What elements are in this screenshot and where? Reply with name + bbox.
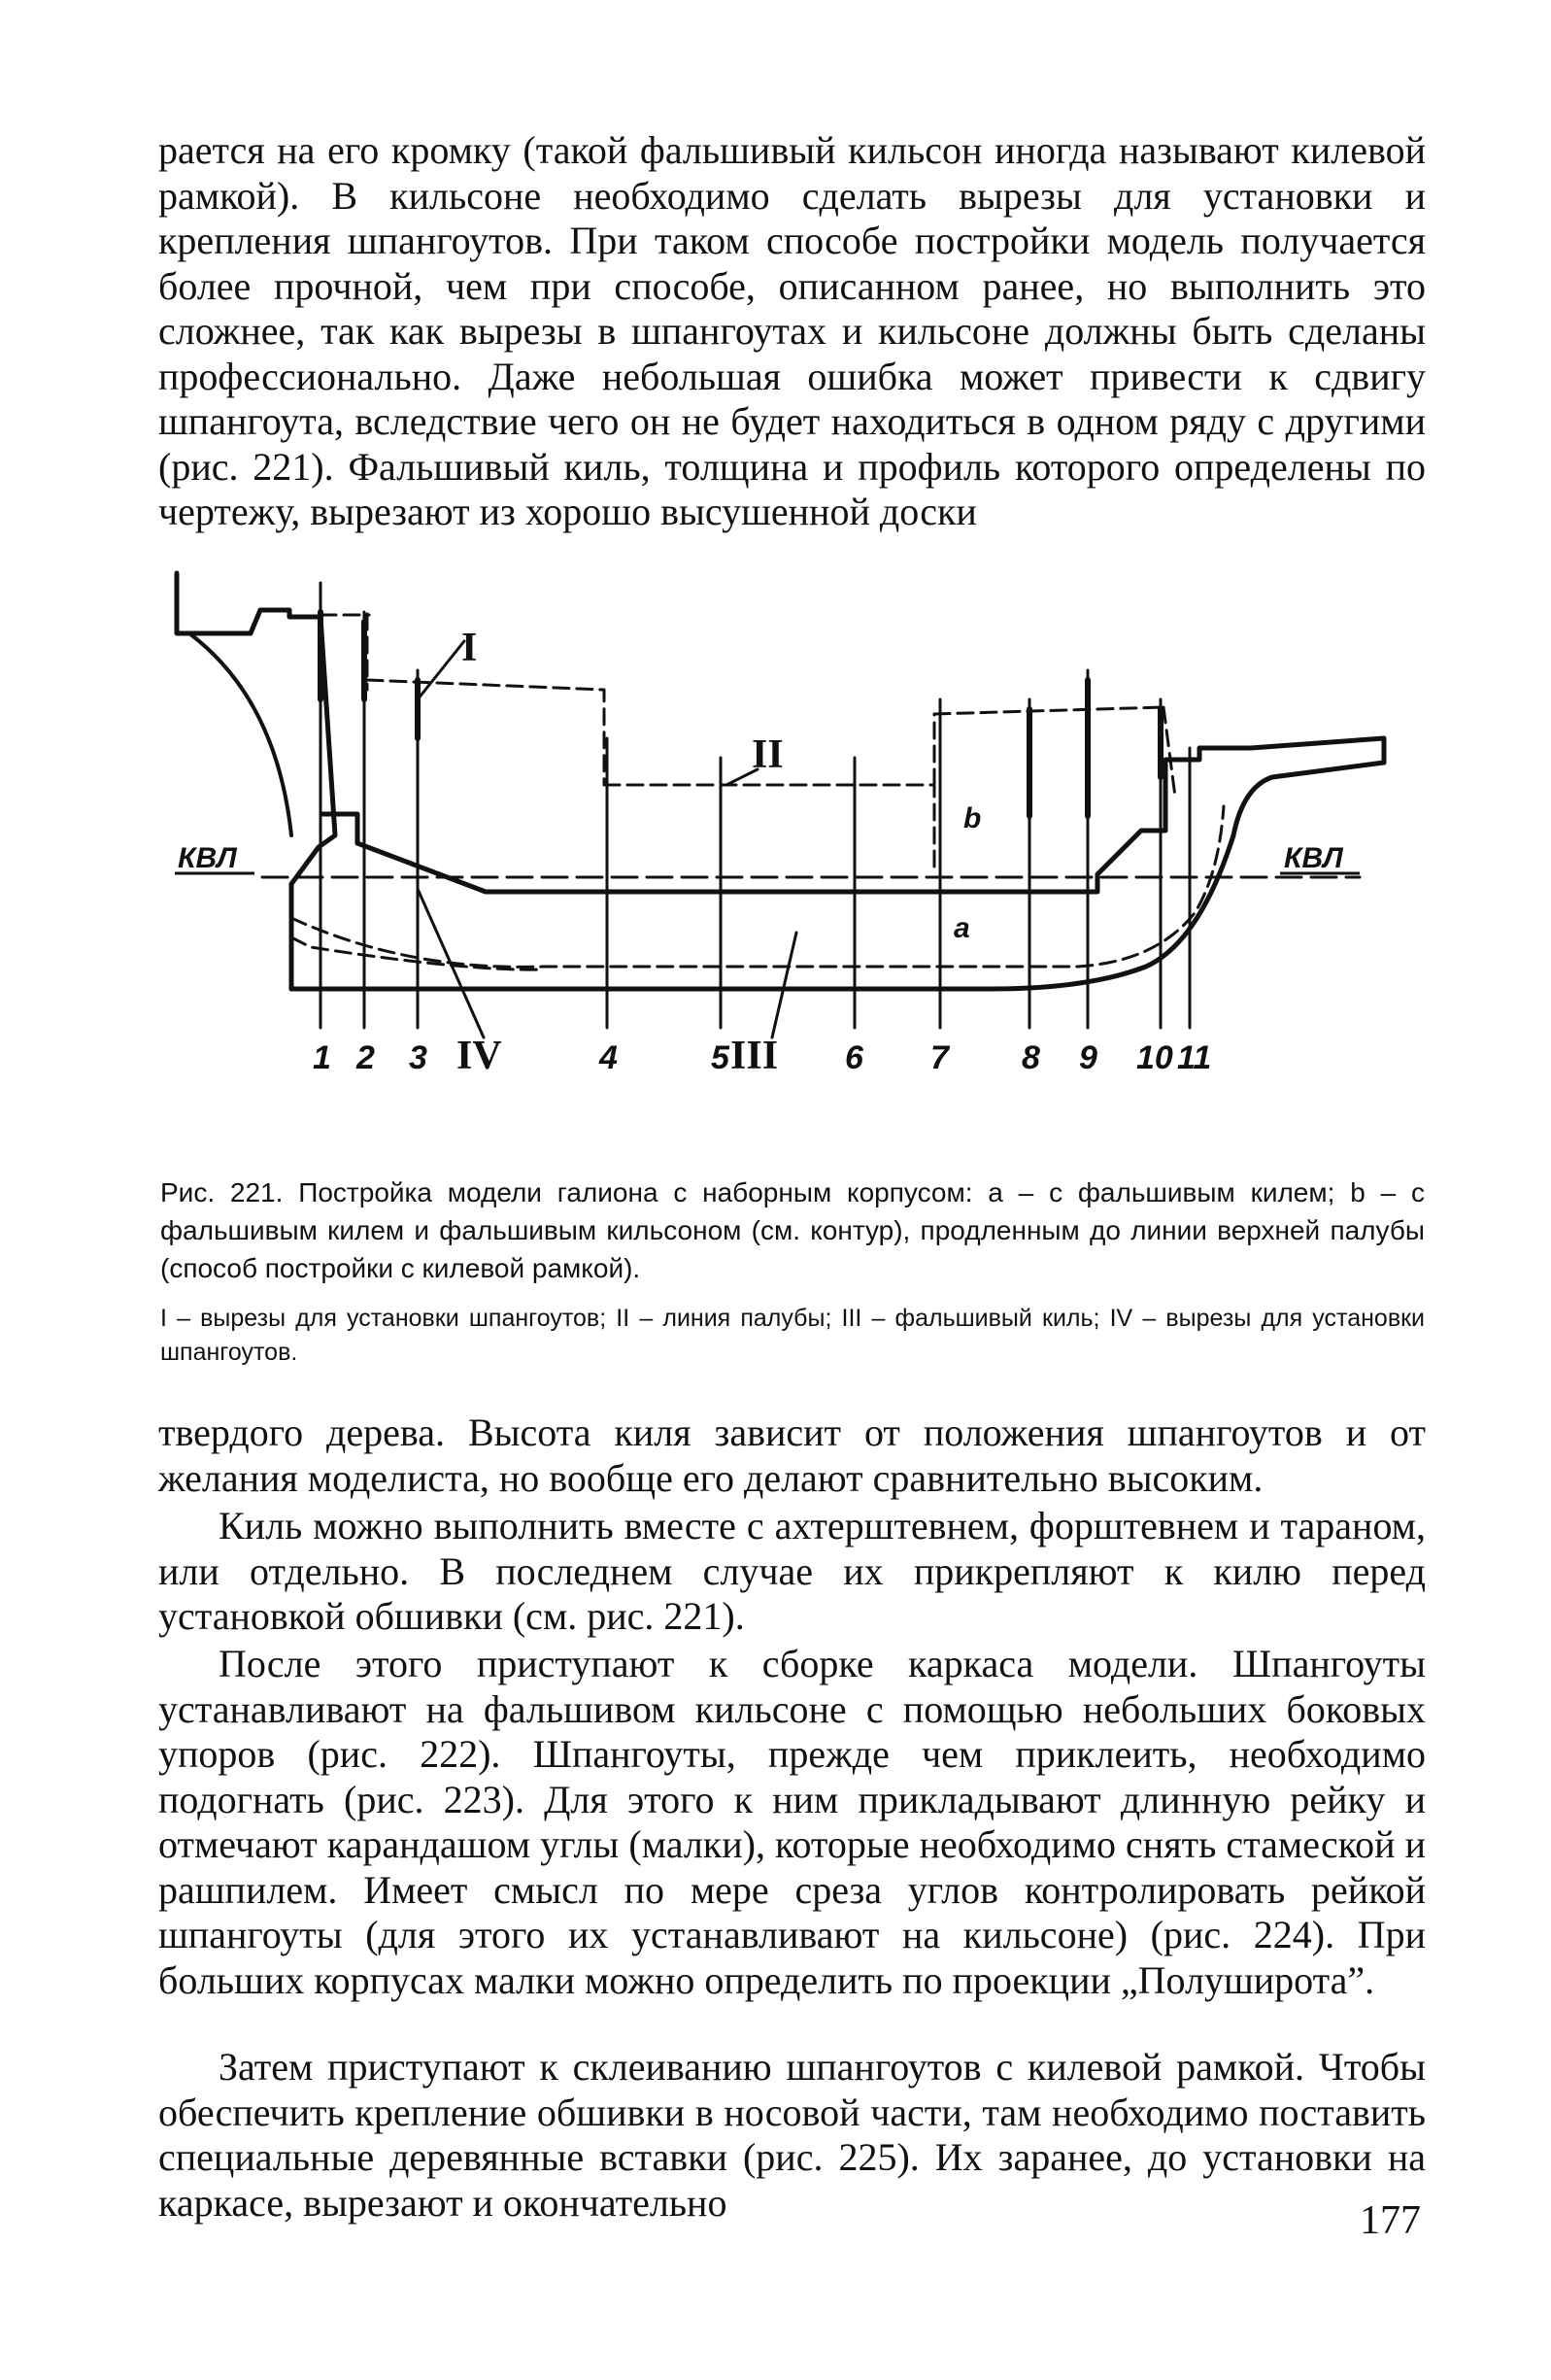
roman-II-label: II xyxy=(752,732,784,777)
upper-frame-dashed xyxy=(320,614,1175,874)
paragraph-1: твердого дерева. Высота киля зависит от положения шпангоутов и от желания моделиста, но вообще его делают сравнительно высоким. xyxy=(158,1411,1426,1500)
page-number: 177 xyxy=(1360,2198,1421,2243)
frame-number-1: 1 xyxy=(313,1039,331,1076)
paragraph-top: рается на его кромку (такой фальшивый кильсон иногда называют килевой рамкой). В кильсоне необходимо сделать вырезы для установки и крепления шпангоутов. При таком способе постройки модель получается более прочной, чем при способе, описанном ранее, но выполнить это сложнее, так как вырезы в шпангоутах и кильсоне должны быть сделаны профессионально. Даже небольшая ошибка может привести к сдвигу шпангоута, вследствие чего он не будет находиться в одном ряду с другими (рис. 221). Фальшивый киль, толщина и профиль которого определены по чертежу, вырезают из хорошо высушенной доски xyxy=(158,128,1426,533)
keel-contour-dashed xyxy=(291,806,1224,967)
keelson-top xyxy=(291,738,1384,989)
label-a: a xyxy=(954,912,970,944)
figure-legend: I – вырезы для установки шпангоутов; II – линия палубы; III – фальшивый киль; IV – вырезы для установки шпангоутов. xyxy=(160,1305,1425,1366)
sternpost-inner xyxy=(189,633,291,835)
frame-number-5: 5 xyxy=(711,1039,729,1076)
roman-I-label: I xyxy=(461,626,478,670)
paragraph-2: Киль можно выполнить вместе с ахтерштевнем, форштевнем и тараном, или отдельно. В последнем случае их прикрепляют к килю перед установкой обшивки (см. рис. 221). xyxy=(158,1504,1426,1638)
kvl-right-label: КВЛ xyxy=(1284,842,1343,874)
paragraph-3: После этого приступают к сборке каркаса модели. Шпангоуты устанавливают на фальшивом кильсоне с помощью небольших боковых упоров (рис. 222). Шпангоуты, прежде чем приклеить, необходимо подогнать (рис. 223). Для этого к ним прикладывают длинную рейку и отмечают карандашом углы (малки), которые необходимо снять стамеской и рашпилем. Имеет смысл по мере среза углов контролировать рейкой шпангоуты (для этого их устанавливают на кильсоне) (рис. 224). При больших корпусах малки можно определить по проекции „Полуширота”. xyxy=(158,1642,1426,2002)
figure-caption: Рис. 221. Постройка модели галиона с наборным корпусом: a – с фальшивым килем; b – с фальшивым килем и фальшивым кильсоном (см. контур), продленным до линии верхней палубы (способ постройки с килевой рамкой). xyxy=(160,1177,1425,1283)
frame-number-4: 4 xyxy=(599,1039,618,1076)
frame-number-8: 8 xyxy=(1022,1039,1040,1076)
frame-number-7: 7 xyxy=(930,1039,949,1076)
frame-number-10: 10 xyxy=(1136,1039,1173,1076)
frame-number-3: 3 xyxy=(409,1039,427,1076)
figure-221-hull-diagram xyxy=(0,0,1551,1088)
frame-number-11: 11 xyxy=(1177,1039,1212,1076)
sternpost-outline xyxy=(177,573,335,989)
roman-IV-label: IV xyxy=(456,1034,502,1078)
roman-III-label: III xyxy=(730,1034,779,1078)
frame-number-2: 2 xyxy=(356,1039,375,1076)
label-b: b xyxy=(963,802,982,834)
kvl-left-label: КВЛ xyxy=(178,842,237,874)
frame-number-9: 9 xyxy=(1079,1039,1097,1076)
paragraph-4: Затем приступают к склеиванию шпангоутов с килевой рамкой. Чтобы обеспечить крепление обшивки в носовой части, там необходимо поставить специальные деревянные вставки (рис. 225). Их заранее, до установки на каркасе, вырезают и окончательно xyxy=(158,2045,1426,2225)
frame-number-6: 6 xyxy=(845,1039,863,1076)
